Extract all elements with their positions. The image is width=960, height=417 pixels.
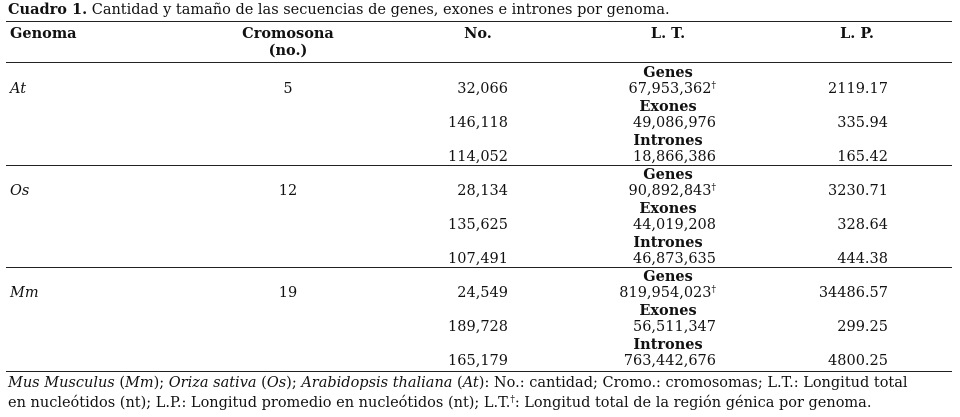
chromosome-count: 19 [278,285,298,301]
row-type-label: Intrones [633,132,703,149]
cell-lt-value: 67,953,362 [628,81,712,97]
chromosome-count: 5 [283,81,293,97]
cell-no: 135,625 [448,217,508,233]
genome-name: Mm [10,285,39,301]
cell-lt-value: 819,954,023 [619,285,712,301]
cell-lt [624,353,716,370]
header-no: No. [464,25,492,42]
cell-lt-value: 90,892,843 [628,183,712,199]
dagger-mark: † [711,285,716,295]
cell-no: 114,052 [448,149,508,165]
header-cromosoma-line2: (no.) [268,42,308,59]
cell-lp: 3230.71 [828,183,888,199]
footnote-mm-name: Mus Musculus [8,375,115,391]
cell-lt [619,285,716,302]
cell-lt [633,319,716,336]
cell-lt [633,251,716,268]
header-cromosoma-line1: Cromosona [242,25,334,42]
table-caption [8,1,670,18]
footnote-at-abbr: At [462,375,479,391]
header-lt: L. T. [650,25,686,42]
cell-no: 32,066 [457,81,508,97]
footnote-line-2 [8,393,871,413]
row-type-label: Genes [643,64,693,81]
footnote-os-abbr: Os [266,375,287,391]
cell-no: 107,491 [448,251,508,267]
caption-label: Cuadro 1. [8,1,88,18]
cell-lt [633,115,716,132]
genome-name: Os [10,183,30,199]
header-cromosoma [242,25,334,59]
chromosome-count: 12 [278,183,298,199]
cell-lp: 299.25 [837,319,888,335]
footnote-line2-b: : Longitud total de la región génica por genoma. [514,395,872,411]
header-genoma: Genoma [10,25,77,42]
dagger-mark: † [711,183,716,193]
caption-text: Cantidad y tamaño de las secuencias de genes, exones e intrones por genoma. [87,2,670,18]
group-separator [6,267,952,268]
row-type-label: Intrones [633,234,703,251]
cell-lt-value: 44,019,208 [632,217,716,233]
cell-no: 165,179 [448,353,508,369]
cell-lt [633,217,716,234]
footnote-rest-1: : No.: cantidad; Cromo.: cromosomas; L.T.: Longitud total [484,375,908,391]
cell-lp: 4800.25 [828,353,888,369]
cell-lt [628,183,716,200]
genome-name: At [10,81,27,97]
cell-lt-value: 49,086,976 [632,115,716,131]
cell-lt-value: 46,873,635 [632,251,716,267]
footnote-mm-abbr: Mm [125,375,154,391]
cell-lt-value: 763,442,676 [623,353,716,369]
cell-lp: 328.64 [837,217,888,233]
group-separator [6,165,952,166]
footnote-dagger: † [510,395,515,405]
footnote-at-name: Arabidopsis thaliana [301,375,453,391]
dagger-mark: † [711,81,716,91]
cell-lp: 2119.17 [828,81,888,97]
footnote-line2-a: en nucleótidos (nt); L.P.: Longitud promedio en nucleótidos (nt); L.T. [8,395,511,411]
cell-lp: 444.38 [837,251,888,267]
row-type-label: Intrones [633,336,703,353]
cell-lt-value: 56,511,347 [632,319,716,335]
header-lp: L. P. [840,25,874,42]
cell-no: 146,118 [448,115,508,131]
bottom-rule [6,371,952,372]
cell-lt-value: 18,866,386 [632,149,716,165]
cell-lt [633,149,716,166]
row-type-label: Genes [643,166,693,183]
cell-no: 24,549 [457,285,508,301]
row-type-label: Exones [639,302,697,319]
cell-no: 189,728 [448,319,508,335]
top-rule [6,21,952,22]
cell-lp: 165.42 [837,149,888,165]
header-rule [6,62,952,63]
cell-lp: 34486.57 [818,285,888,301]
cell-lp: 335.94 [837,115,888,131]
row-type-label: Exones [639,200,697,217]
row-type-label: Exones [639,98,697,115]
cell-lt [628,81,716,98]
footnote-os-name: Oriza sativa [168,375,257,391]
cell-no: 28,134 [457,183,508,199]
row-type-label: Genes [643,268,693,285]
footnote-line-1: Mus Musculus (Mm); Oriza sativa (Os); Arabidopsis thaliana (At): No.: cantidad; Cromo.: cromosomas; L.T.: Longitud total [8,375,908,391]
